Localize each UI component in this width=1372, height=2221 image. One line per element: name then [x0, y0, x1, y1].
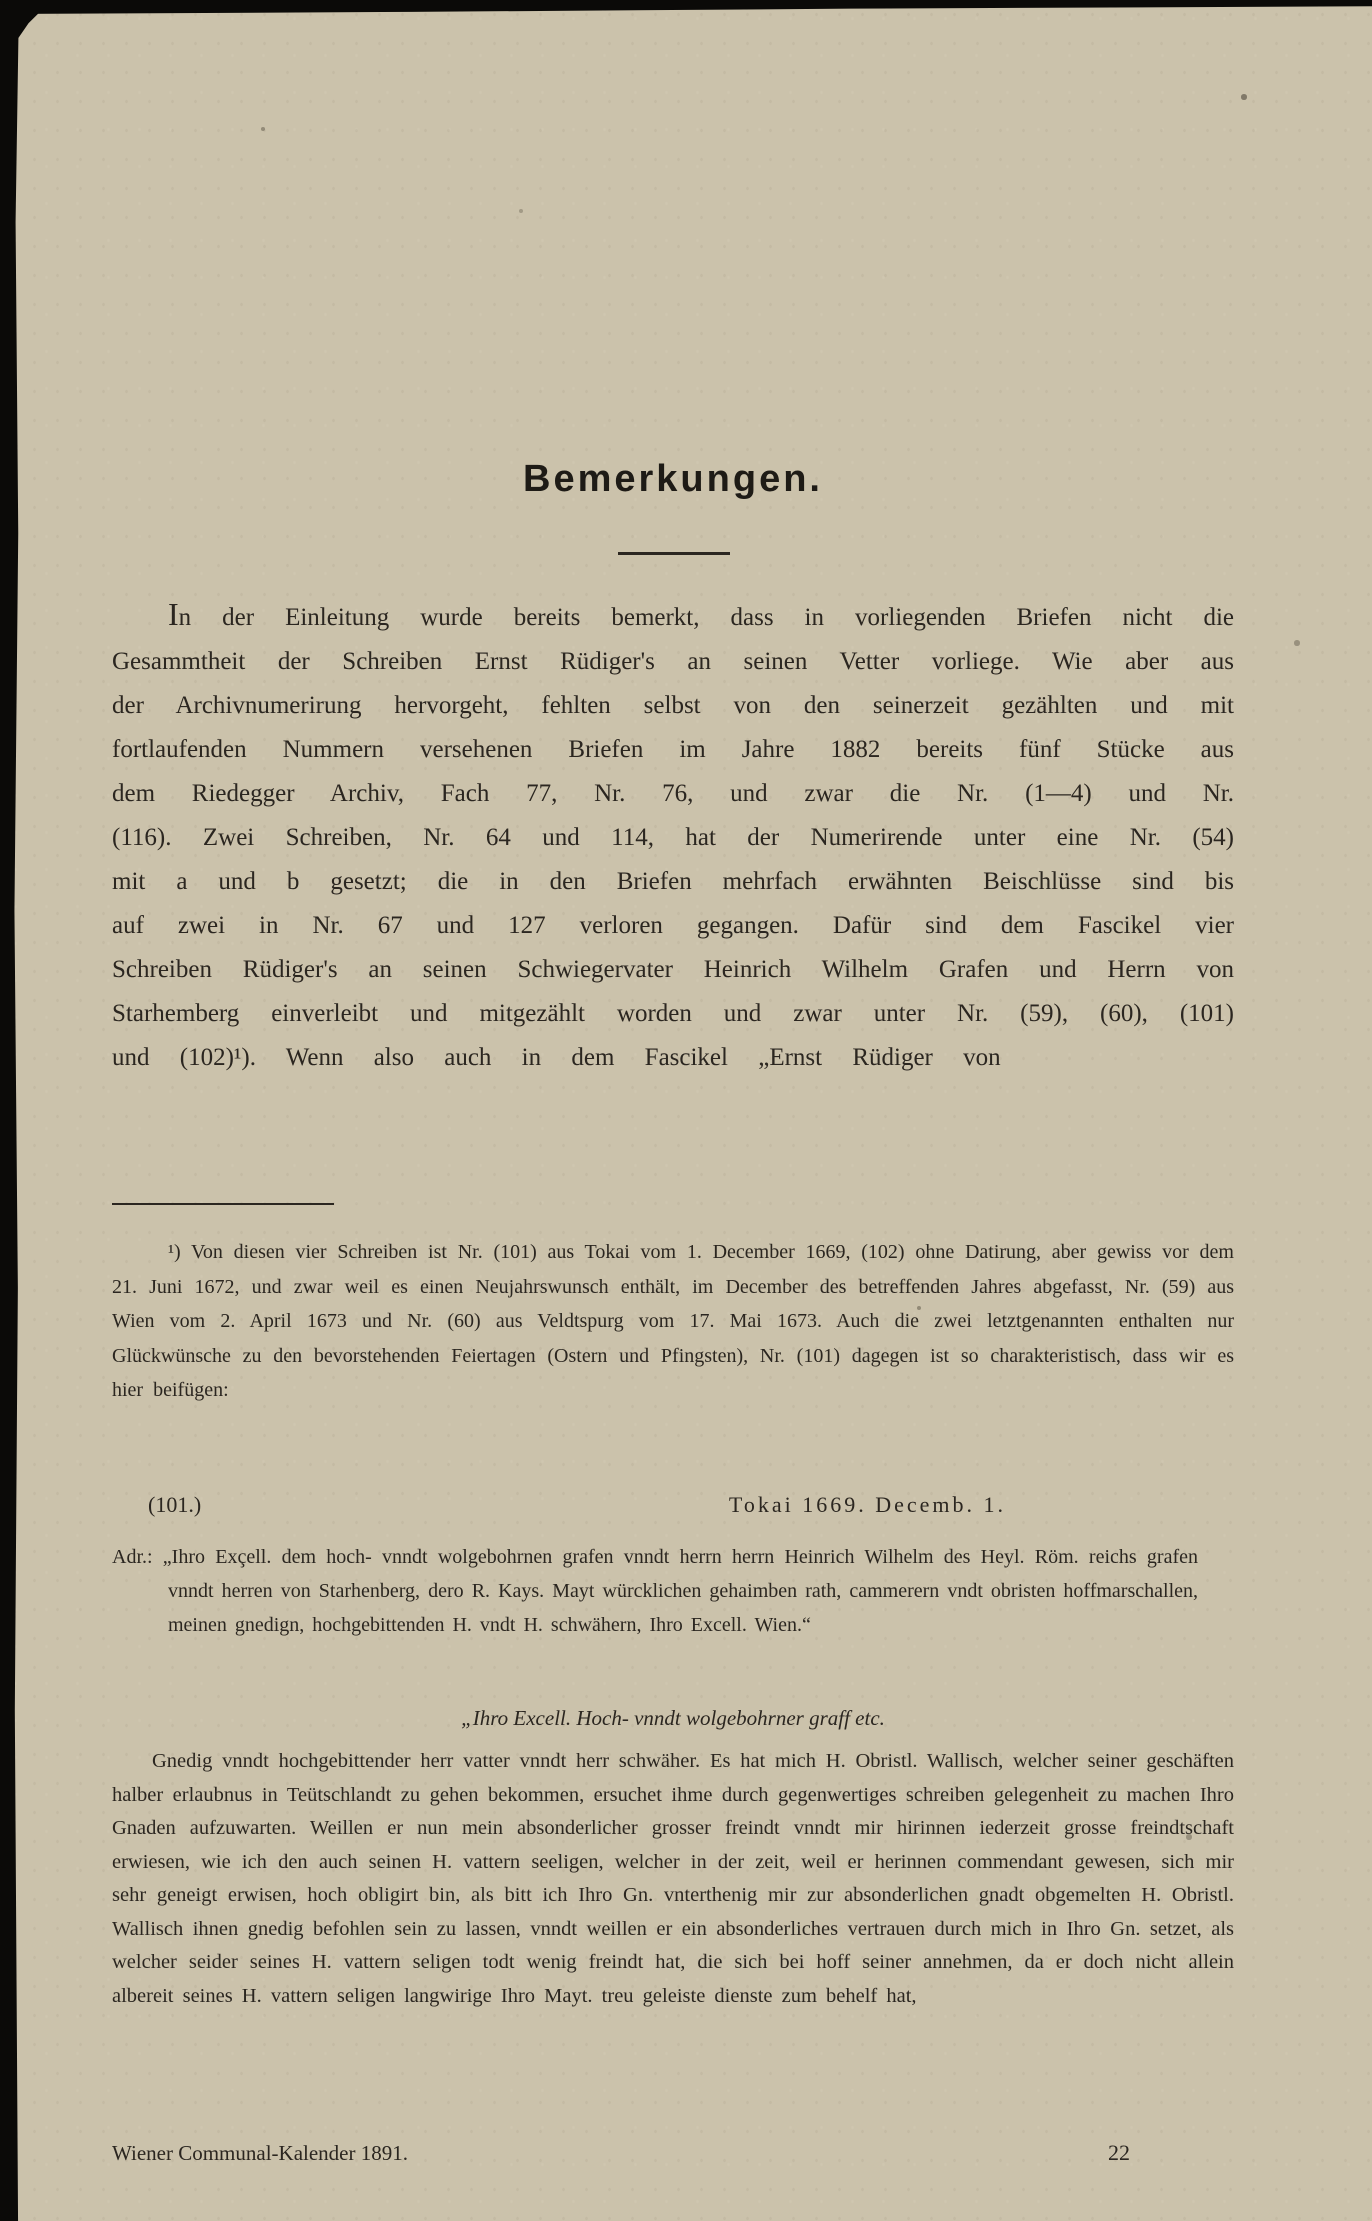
- letter-salutation: „Ihro Excell. Hoch- vnndt wolgebohrner graff etc.: [461, 1706, 885, 1730]
- page-title: Bemerkungen.: [523, 458, 823, 500]
- title-divider: [618, 552, 730, 555]
- letter-dateline: Tokai 1669. Decemb. 1.: [728, 1492, 1006, 1517]
- main-paragraph: In der Einleitung wurde bereits bemerkt, dass in vorliegenden Briefen nicht die Gesammtheit der Schreiben Ernst Rüdiger's an seinen Vetter vorliege. Wie aber aus der Archivnumerirung hervorgeht, fehlten selbst von den seinerzeit gezählten und mit fortlaufenden Nummern versehenen Briefen im Jahre 1882 bereits fünf Stücke aus dem Riedegger Archiv, Fach 77, Nr. 76, und zwar die Nr. (1—4) und Nr. (116). Zwei Schreiben, Nr. 64 und 114, hat der Numerirende unter eine Nr. (54) mit a und b gesetzt; die in den Briefen mehrfach erwähnten Beischlüsse sind bis auf zwei in Nr. 67 und 127 verloren gegangen. Dafür sind dem Fascikel vier Schreiben Rüdiger's an seinen Schwiegervater Heinrich Wilhelm Grafen und Herrn von Starhemberg einverleibt und mitgezählt worden und zwar unter Nr. (59), (60), (101) und (102)¹). Wenn also auch in dem Fascikel „Ernst Rüdiger von: [112, 596, 1234, 1071]
- scan-edge-corner: [0, 0, 52, 42]
- page-footer: [112, 2140, 1234, 2166]
- footer-imprint: Wiener Communal-Kalender 1891.: [112, 2141, 408, 2165]
- footnote-text: ¹) Von diesen vier Schreiben ist Nr. (101) aus Tokai vom 1. December 1669, (102) ohne Datirung, aber gewiss vor dem 21. Juni 1672, und zwar weil es einen Neujahrswunsch enthält, im December des betreffenden Jahres abgefasst, Nr. (59) aus Wien vom 2. April 1673 und Nr. (60) aus Veldtspurg vom 17. Mai 1673. Auch die zwei letztgenannten enthalten nur Glückwünsche zu den bevorstehenden Feiertagen (Ostern und Pfingsten), Nr. (101) dagegen ist so charakteristisch, dass wir es hier beifügen:: [112, 1241, 1234, 1401]
- letter-heading: [112, 1492, 1234, 1518]
- letter-address: Adr.: „Ihro Exçell. dem hoch- vnndt wolgebohrnen grafen vnndt herrn herrn Heinrich Wilhelm des Heyl. Röm. reichs grafen vnndt herren von Starhenberg, dero R. Kays. Mayt würcklichen gehaimben rath, cammerern vndt obristen hoffmarschallen, meinen gnedign, hochgebittenden H. vndt H. schwähern, Ihro Excell. Wien.“: [112, 1546, 1198, 1636]
- scan-edge-top: [0, 0, 1372, 14]
- letter-body: Gnedig vnndt hochgebittender herr vatter vnndt herr schwäher. Es hat mich H. Obristl. Wallisch, welcher seiner geschäften halber erlaubnus in Teütschlandt zu gehen bekommen, ersuchet ihme durch gegenwertiges schreiben gelegenheit zu machen Ihro Gnaden aufzuwarten. Weillen er nun mein absonderlicher grosser freindt vnndt mir hirinnen iederzeit grosse freindtschaft erwiesen, wie ich den auch seinen H. vattern seeligen, welcher in der zeit, weil er herinnen commendant gewesen, sich mir sehr geneigt erwisen, hoch obligirt bin, als bitt ich Ihro Gn. vnterthenig mir zur absonderlichen gnadt obgemelten H. Obristl. Wallisch ihnen gnedig befohlen sein zu lassen, vnndt weillen er ein absonderliches vertrauen durch mich in Ihro Gn. setzet, als welcher seider seines H. vattern seligen todt wenig freindt hat, die sich bei hoff seiner annehmen, da er doch nicht allein albereit seines H. vattern seligen langwirige Ihro Mayt. treu geleiste dienste zum behelf hat,: [112, 1750, 1234, 2007]
- scan-edge-left: [0, 0, 19, 2221]
- footnote-divider: [112, 1203, 334, 1205]
- paper-specks: [0, 0, 2, 2]
- page-number: 22: [1108, 2140, 1130, 2165]
- letter-number: (101.): [148, 1492, 202, 1517]
